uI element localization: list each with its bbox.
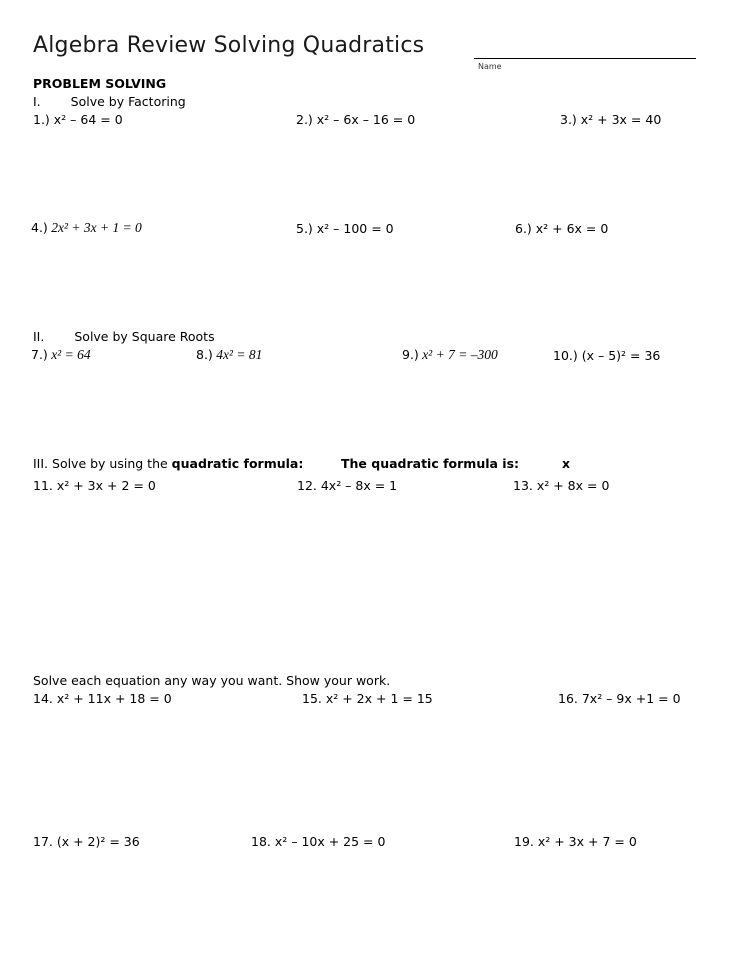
name-label: Name <box>478 62 502 71</box>
problem-9-number: 9.) <box>402 347 419 362</box>
problem-8-number: 8.) <box>196 347 213 362</box>
section-3-bold: quadratic formula <box>171 456 299 471</box>
problem-19: 19. x² + 3x + 7 = 0 <box>514 834 637 849</box>
section-1-numeral: I. <box>33 94 41 109</box>
problem-7-expression: x² = 64 <box>51 347 91 362</box>
quadratic-formula-note: The quadratic formula is: <box>341 456 520 471</box>
section-1-heading <box>33 94 186 109</box>
problem-17: 17. (x + 2)² = 36 <box>33 834 140 849</box>
problem-18: 18. x² – 10x + 25 = 0 <box>251 834 386 849</box>
problem-3: 3.) x² + 3x = 40 <box>560 112 662 127</box>
section-2-numeral: II. <box>33 329 45 344</box>
section-2-title: Solve by Square Roots <box>74 329 215 344</box>
problem-8-expression: 4x² = 81 <box>216 347 263 362</box>
problem-8 <box>196 347 262 363</box>
problem-14: 14. x² + 11x + 18 = 0 <box>33 691 172 706</box>
problem-5: 5.) x² – 100 = 0 <box>296 221 394 236</box>
section-2-heading <box>33 329 215 344</box>
quadratic-formula-variable: x <box>562 456 571 471</box>
problem-2: 2.) x² – 6x – 16 = 0 <box>296 112 416 127</box>
problem-12: 12. 4x² – 8x = 1 <box>297 478 398 493</box>
problem-9 <box>402 347 498 363</box>
problem-15: 15. x² + 2x + 1 = 15 <box>302 691 433 706</box>
section-3-lead: III. Solve by using the <box>33 456 172 471</box>
name-blank-line[interactable] <box>474 58 696 59</box>
problem-16: 16. 7x² – 9x +1 = 0 <box>558 691 681 706</box>
instruction-text: Solve each equation any way you want. Show your work. <box>33 673 391 688</box>
problem-4 <box>31 220 142 236</box>
problem-4-number: 4.) <box>31 220 48 235</box>
section-1-title: Solve by Factoring <box>70 94 186 109</box>
problem-10: 10.) (x – 5)² = 36 <box>553 348 661 363</box>
problem-solving-heading: PROBLEM SOLVING <box>33 76 167 91</box>
problem-9-expression: x² + 7 = –300 <box>422 347 498 362</box>
problem-7 <box>31 347 91 363</box>
problem-7-number: 7.) <box>31 347 48 362</box>
problem-13: 13. x² + 8x = 0 <box>513 478 610 493</box>
problem-4-expression: 2x² + 3x + 1 = 0 <box>51 220 142 235</box>
section-3-heading <box>33 456 303 471</box>
problem-6: 6.) x² + 6x = 0 <box>515 221 609 236</box>
page-title: Algebra Review Solving Quadratics <box>33 33 425 58</box>
section-3-tail: : <box>298 456 304 471</box>
problem-1: 1.) x² – 64 = 0 <box>33 112 123 127</box>
problem-11: 11. x² + 3x + 2 = 0 <box>33 478 156 493</box>
